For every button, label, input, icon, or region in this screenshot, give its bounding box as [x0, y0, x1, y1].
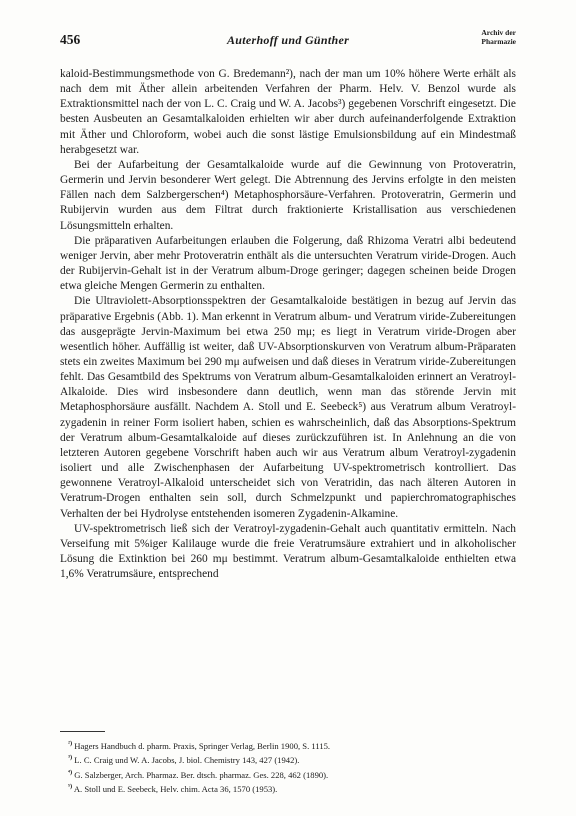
footnote-number: ⁴)	[68, 768, 73, 776]
paragraph: Die präparativen Aufarbeitungen erlauben die Folgerung, daß Rhizoma Veratri albi bedeutend weniger Jervin, aber mehr Protoveratrin enthält als die untersuchten Veratrum viride-Drogen. Auch der Rubijervin-Gehalt ist in der Veratrum album-Droge geringer; dagegen scheinen beide Drogen etwa gleiche Mengen Germerin zu enthalten.	[60, 234, 516, 293]
footnote-text: G. Salzberger, Arch. Pharmaz. Ber. dtsch. pharmaz. Ges. 228, 462 (1890).	[74, 769, 329, 780]
footnote-text: L. C. Craig und W. A. Jacobs, J. biol. Chemistry 143, 427 (1942).	[74, 755, 300, 766]
footnote-text: A. Stoll und E. Seebeck, Helv. chim. Acta 36, 1570 (1953).	[73, 783, 278, 794]
footnote-divider	[60, 731, 105, 732]
journal-name	[481, 29, 516, 46]
paragraph: Bei der Aufarbeitung der Gesamtalkaloide wurde auf die Gewinnung von Protoveratrin, Germerin und Jervin besonderer Wert gelegt. Die Abtrennung des Jervins erfolgte in den meisten Fällen nach dem Salzbergerschen⁴) Metaphosphorsäure-Verfahren. Protoveratrin, Germerin und Rubijervin wurden aus dem Filtrat durch fraktionierte Kristallisation aus verschiedenen Lösungsmitteln erhalten.	[60, 158, 516, 232]
page-number: 456	[60, 32, 81, 47]
footnotes	[60, 738, 516, 795]
body-text	[60, 67, 516, 582]
footnote	[60, 752, 516, 766]
paragraph: Die Ultraviolett-Absorptionsspektren der Gesamtalkaloide bestätigen in bezug auf Jervin das präparative Ergebnis (Abb. 1). Man erkennt in Veratrum album- und Veratrum viride-Zubereitungen das ausgeprägte Jervin-Maximum bei etwa 250 mμ; es liegt in Veratrum viride-Drogen aber wesentlich höher. Auffällig ist weiter, daß UV-Absorptionskurven von Veratrum album-Präparaten stets ein zweites Maximum bei 290 mμ aufweisen und daß dieses in Veratrum viride-Zubereitungen fehlt. Das Gesamtbild des Spektrums von Veratrum album-Gesamtalkaloiden erinnert an Veratroyl-Alkaloide. Dies wird insbesondere dann deutlich, wenn man das störende Jervin mit Metaphosphorsäure ausfällt. Nachdem A. Stoll und E. Seebeck⁵) aus Veratrum album Veratroyl-zygadenin in reiner Form isoliert haben, schien es wahrscheinlich, daß das Absorptions-Spektrum der Veratrum album-Gesamtalkaloide auf dieses zurückzuführen ist. In Anlehnung an die von letzteren Autoren gegebene Vorschrift haben auch wir aus Veratrum album Veratroyl-zygadenin isoliert und alle Zwischenphasen der Aufarbeitung UV-spektrometrisch kontrolliert. Das gewonnene Veratroyl-Alkaloid unterscheidet sich von Veratridin, das nach älteren Autoren in Veratrum-Drogen enthalten sein soll, durch Schmelzpunkt und papierchromatographisches Verhalten der bei Hydrolyse entstehenden isomeren Zygadenin-Alkamine.	[60, 295, 516, 520]
footnote-number: ⁵)	[68, 782, 73, 790]
page-header	[60, 30, 516, 52]
footnote-text: Hagers Handbuch d. pharm. Praxis, Springer Verlag, Berlin 1900, S. 1115.	[74, 740, 331, 751]
footnote-number: ²)	[68, 740, 73, 747]
paragraph-continued: kaloid-Bestimmungsmethode von G. Bredemann²), nach der man um 10% höhere Werte erhält als nach dem mit Äther allein arbeitenden Verfahren der Pharm. Helv. V. Benzol wurde als Extraktionsmittel nach der von L. C. Craig und W. A. Jacobs³) gegebenen Vorschrift eingesetzt. Die besten Ausbeuten an Gesamtalkaloiden erhielten wir aber durch aufeinanderfolgende Extraktion mit Äther und Chloroform, wobei auch die sonst lästige Emulsionsbildung auf ein Mindestmaß herabgesetzt war.	[60, 68, 516, 156]
footnote-number: ³)	[68, 754, 73, 762]
running-title: Auterhoff und Günther	[226, 33, 350, 47]
journal-name-line-1: Archiv der	[481, 28, 516, 37]
journal-name-line-2: Pharmazie	[481, 36, 516, 46]
footnote	[60, 738, 516, 752]
footnote	[60, 781, 516, 795]
paragraph: UV-spektrometrisch ließ sich der Veratroyl-zygadenin-Gehalt auch quantitativ ermitteln. Nach Verseifung mit 5%iger Kalilauge wurde die freie Veratrumsäure extrahiert und in alkoholischer Lösung die Extinktion bei 260 mμ bestimmt. Veratrum album-Gesamtalkaloide enthielten etwa 1,6% Veratrumsäure, entsprechend	[60, 522, 516, 581]
footnote	[60, 767, 516, 781]
